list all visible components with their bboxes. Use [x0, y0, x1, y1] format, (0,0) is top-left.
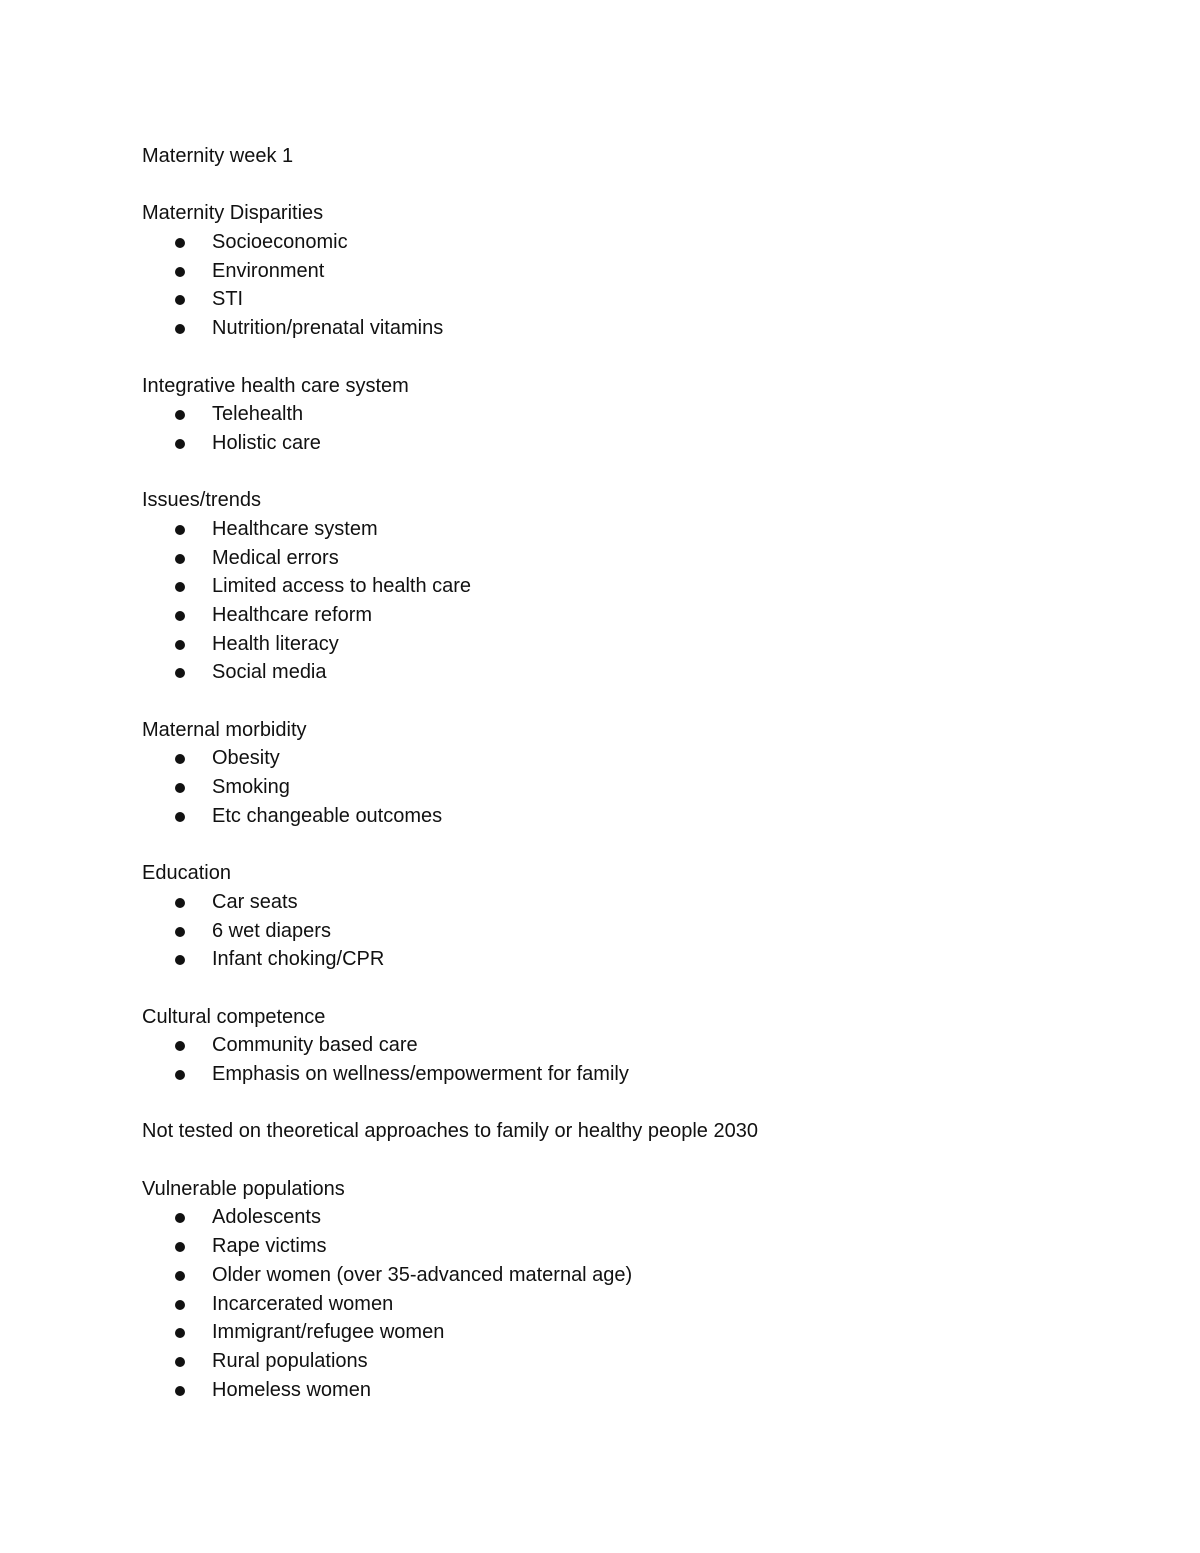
list-item-text: 6 wet diapers — [212, 919, 331, 942]
list-item-text: Rural populations — [212, 1349, 368, 1372]
list-item-text: Socioeconomic — [212, 231, 348, 254]
list-item — [142, 285, 1102, 314]
list-item-text: Adolescents — [212, 1206, 321, 1229]
list-item-text: Infant choking/CPR — [212, 948, 385, 971]
bullet-icon — [175, 267, 185, 277]
bullet-icon — [175, 640, 185, 650]
list-item — [142, 888, 1102, 917]
list-item-text: Limited access to health care — [212, 575, 472, 598]
document-content — [142, 142, 1102, 1404]
bullet-icon — [175, 754, 185, 764]
list-item-text: Medical errors — [212, 546, 339, 569]
bullet-list — [142, 400, 1102, 457]
list-item — [142, 658, 1102, 687]
bullet-icon — [175, 324, 185, 334]
list-item — [142, 917, 1102, 946]
bullet-icon — [175, 582, 185, 592]
bullet-icon — [175, 1386, 185, 1396]
bullet-icon — [175, 611, 185, 621]
blank-line — [142, 171, 1102, 200]
bullet-icon — [175, 927, 185, 937]
list-item-text: Etc changeable outcomes — [212, 804, 443, 827]
list-item-text: Emphasis on wellness/empowerment for family — [212, 1063, 629, 1085]
list-item — [142, 744, 1102, 773]
list-item — [142, 1031, 1102, 1060]
bullet-icon — [175, 1041, 185, 1051]
list-item-text: Homeless women — [212, 1378, 371, 1401]
list-item-text: Incarcerated women — [212, 1292, 394, 1315]
bullet-icon — [175, 812, 185, 822]
document-title: Maternity week 1 — [142, 145, 294, 167]
list-item-text: Car seats — [212, 890, 298, 913]
bullet-icon — [175, 1328, 185, 1338]
list-item-text: Community based care — [212, 1034, 418, 1057]
bullet-list — [142, 1031, 1102, 1088]
bullet-icon — [175, 783, 185, 793]
list-item-text: Obesity — [212, 747, 280, 770]
list-item — [142, 228, 1102, 257]
blank-line — [142, 974, 1102, 1003]
list-item-text: Immigrant/refugee women — [212, 1321, 445, 1344]
list-item — [142, 257, 1102, 286]
section-heading: Maternity Disparities — [142, 202, 324, 225]
list-item — [142, 802, 1102, 831]
list-item-text: Nutrition/prenatal vitamins — [212, 317, 444, 340]
bullet-list — [142, 515, 1102, 687]
list-item — [142, 1318, 1102, 1347]
bullet-icon — [175, 525, 185, 535]
bullet-list — [142, 744, 1102, 830]
blank-line — [142, 343, 1102, 372]
bullet-icon — [175, 238, 185, 248]
list-item — [142, 1261, 1102, 1290]
list-item-text: Telehealth — [212, 403, 304, 426]
list-item — [142, 1290, 1102, 1319]
section-heading: Maternal morbidity — [142, 718, 307, 741]
bullet-icon — [175, 410, 185, 420]
bullet-list — [142, 1203, 1102, 1404]
list-item — [142, 1060, 1102, 1089]
blank-line — [142, 831, 1102, 860]
bullet-icon — [175, 1213, 185, 1223]
bullet-icon — [175, 668, 185, 678]
blank-line — [142, 1089, 1102, 1118]
bullet-icon — [175, 1242, 185, 1252]
list-item — [142, 601, 1102, 630]
list-item-text: Social media — [212, 661, 327, 684]
bullet-icon — [175, 439, 185, 449]
list-item-text: Environment — [212, 259, 325, 282]
note-text: Not tested on theoretical approaches to family or healthy people 2030 — [142, 1120, 758, 1143]
list-item — [142, 572, 1102, 601]
list-item-text: STI — [212, 288, 244, 311]
blank-line — [142, 1146, 1102, 1175]
list-item-text: Holistic care — [212, 431, 321, 454]
bullet-icon — [175, 1271, 185, 1281]
bullet-icon — [175, 554, 185, 564]
list-item — [142, 1347, 1102, 1376]
list-item-text: Rape victims — [212, 1235, 327, 1258]
section-heading: Vulnerable populations — [142, 1177, 345, 1200]
bullet-icon — [175, 1070, 185, 1080]
blank-line — [142, 458, 1102, 487]
list-item-text: Smoking — [212, 776, 290, 799]
list-item — [142, 1232, 1102, 1261]
list-item — [142, 773, 1102, 802]
list-item-text: Health literacy — [212, 632, 339, 655]
bullet-icon — [175, 898, 185, 908]
blank-line — [142, 687, 1102, 716]
list-item — [142, 515, 1102, 544]
list-item-text: Older women (over 35-advanced maternal age) — [212, 1263, 633, 1286]
bullet-icon — [175, 295, 185, 305]
section-heading: Issues/trends — [142, 489, 261, 512]
list-item — [142, 1203, 1102, 1232]
list-item — [142, 544, 1102, 573]
list-item-text: Healthcare system — [212, 517, 378, 540]
bullet-list — [142, 228, 1102, 343]
list-item — [142, 429, 1102, 458]
list-item — [142, 1376, 1102, 1405]
section-heading: Cultural competence — [142, 1005, 326, 1028]
list-item — [142, 400, 1102, 429]
bullet-list — [142, 888, 1102, 974]
bullet-icon — [175, 955, 185, 965]
section-heading: Integrative health care system — [142, 374, 409, 397]
list-item-text: Healthcare reform — [212, 604, 373, 626]
list-item — [142, 314, 1102, 343]
bullet-icon — [175, 1357, 185, 1367]
bullet-icon — [175, 1300, 185, 1310]
list-item — [142, 630, 1102, 659]
list-item — [142, 945, 1102, 974]
section-heading: Education — [142, 862, 231, 885]
